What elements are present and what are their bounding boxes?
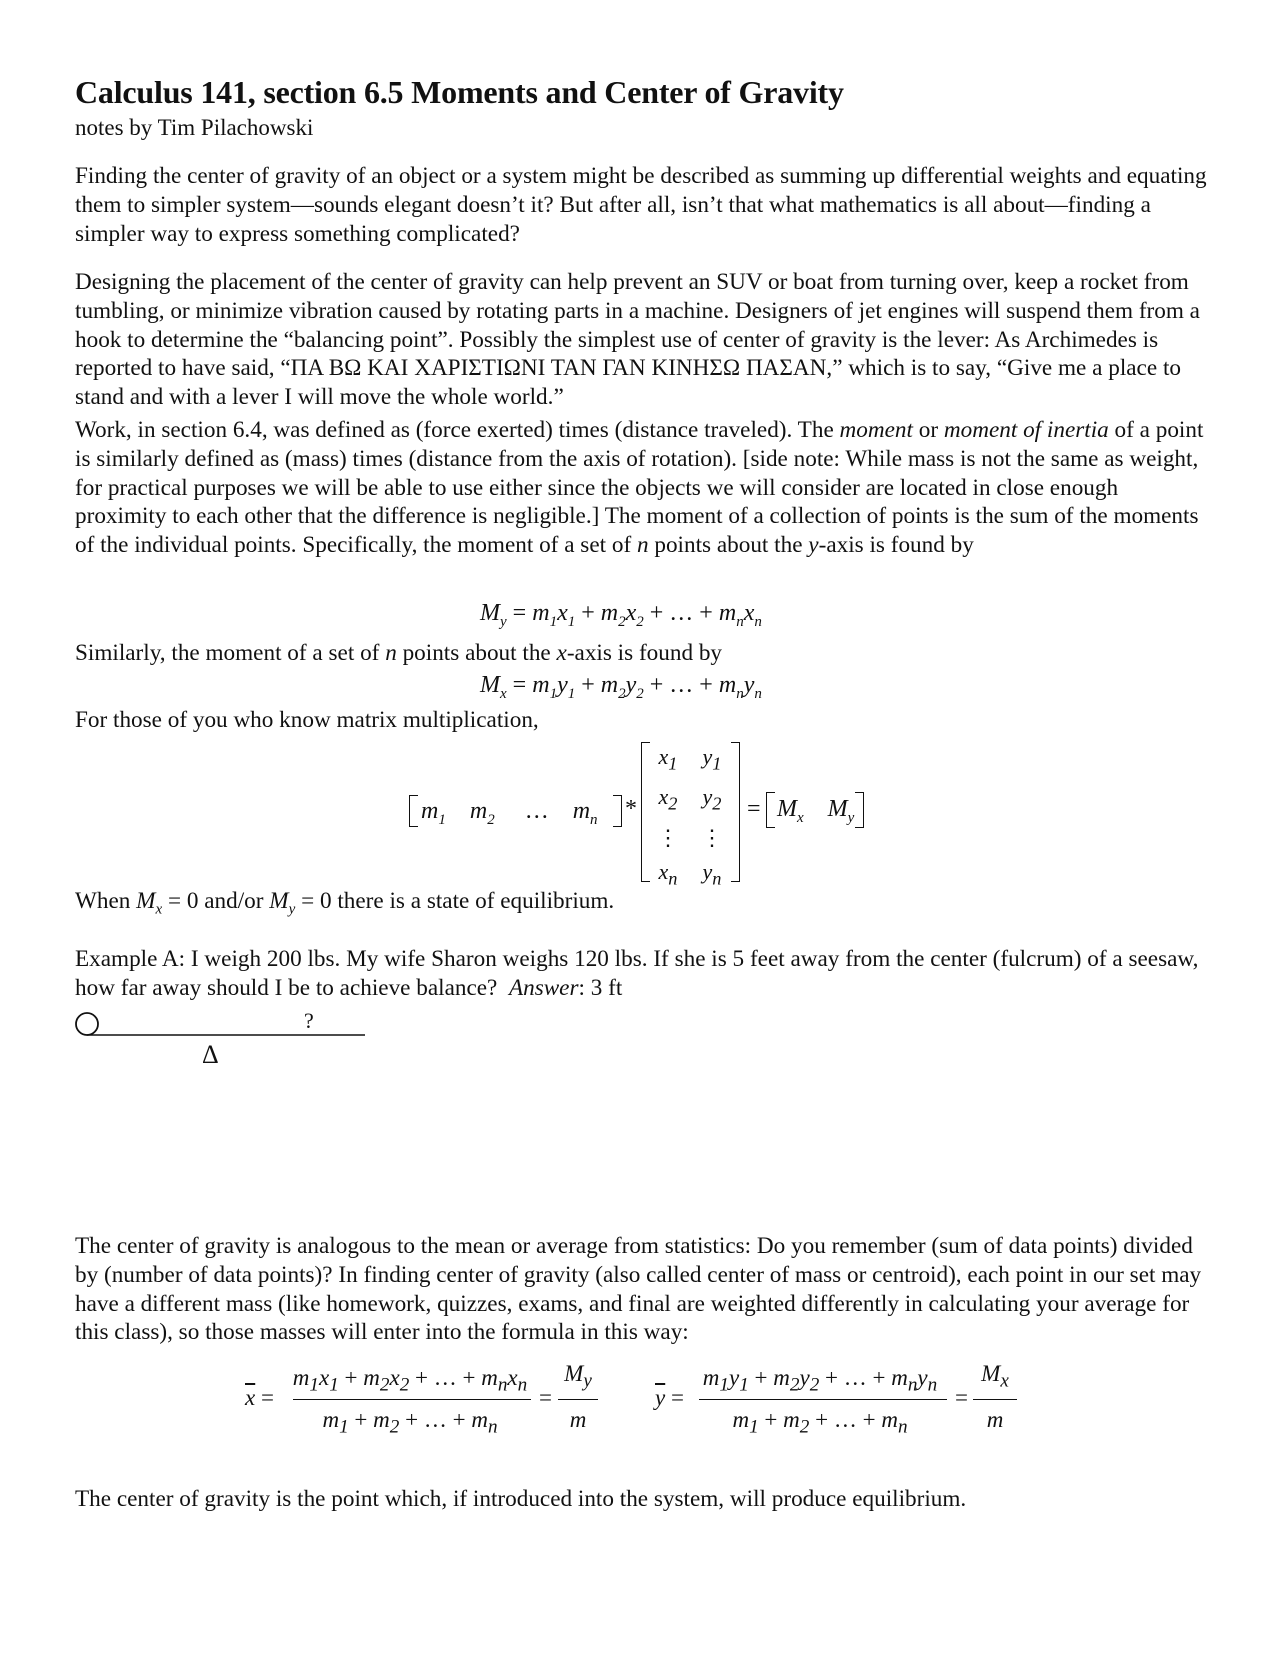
x-bar-fraction-line-2 [558,1399,598,1400]
x-bar-equals: = [539,1385,552,1410]
formula-y-bar [655,1361,1155,1445]
page-title: Calculus 141, section 6.5 Moments and Center of Gravity [75,74,844,110]
y-bar-numerator: $m_1y_1 + m_2y_2$ + … + $m_ny_n$ [702,1365,938,1396]
paragraph-archimedes: Designing the placement of the center of gravity can help prevent an SUV or boat from turning over, keep a rocket from tumbling, or minimize vibration caused by rotating parts in a machine. Designers of jet engines will suspend them from a hook to determine the “balancing point”. Possibly the simplest use of center of gravity is the lever: As Archimedes is reported to have said, “ΠΑ ΒΩ ΚΑΙ ΧΑΡΙΣΤΙΩΝΙ ΤΑΝ ΓΑΝ ΚΙΝΗΣΩ ΠΑΣΑΝ,” which is to say, “Give me a place to stand and with a lever I will move the whole world.” [75,269,1200,411]
equation-moment-y: $M_y = m_1x_1 + m_2x_2$ + … + $m_nx_n$ [480,600,762,630]
y-bar-denominator: $m_1 + m_2$ + … + $m_n$ [732,1407,908,1438]
person-circle [76,1013,98,1035]
column-x: $x_1$ $x_2$ ⋮ $x_n$ [657,744,679,889]
result-right-bracket [855,792,864,828]
multiply-symbol: * [625,796,637,822]
paragraph-conclusion: The center of gravity is the point which, if introduced into the system, will produce equilibrium. [75,1486,967,1512]
paragraph-intro: Finding the center of gravity of an object or a system might be described as summing up differential weights and equating them to simpler system—sounds elegant doesn’t it? But after all, isn’t that what mathematics is all about—finding a simpler way to express something complicated? [75,163,1207,247]
y-bar-fraction-line [699,1399,947,1400]
row-vector-right-bracket [613,795,622,827]
paragraph-moment-definition: Work, in section 6.4, was defined as (force exerted) times (distance traveled). The moment or moment of inertia of a point is similarly defined as (mass) times (distance from the axis of rotation). [side note: While mass is not the same as weight, for practical purposes we will be able to use either since the objects we will consider are located in close enough proximity to each other that the difference is negligible.] The moment of a collection of points is the sum of the moments of the individual points. Specifically, the moment of a set of n points about the y-axis is found by [75,417,1204,559]
paragraph-center-of-gravity: The center of gravity is analogous to the mean or average from statistics: Do you remember (sum of data points) divided by (number of data points)? In finding center of gravity (also called center of mass or centroid), each point in our set may have a different mass (like homework, quizzes, exams, and final are weighted differently in calculating your average for this class), so those masses will enter into the formula in this way: [75,1233,1202,1346]
paragraph-example-a: Example A: I weigh 200 lbs. My wife Sharon weighs 120 lbs. If she is 5 feet away from the center (fulcrum) of a seesaw, how far away should I be to achieve balance? Answer: 3 ft [75,946,1199,1001]
y-bar-m: m [986,1407,1004,1432]
x-bar-m: m [569,1407,587,1432]
row-vector: $m_1$ $m_2$ … $m_n$ [421,798,598,828]
x-bar-symbol: $\overline{x}$ = [245,1385,274,1410]
seesaw-drawing [75,1000,375,1070]
row-vector-left-bracket [409,795,418,827]
seesaw-diagram [75,1000,375,1070]
x-bar-fraction-line [293,1399,531,1400]
matrix-equation [75,740,1210,890]
x-bar-denominator: $m_1 + m_2$ + … + $m_n$ [322,1407,498,1438]
x-bar-my: $M_y$ [564,1361,592,1392]
y-bar-symbol: $\overline{y}$ = [655,1385,684,1410]
equation-moment-x: $M_x = m_1y_1 + m_2y_2$ + … + $m_ny_n$ [480,672,762,702]
paragraph-matrix-intro: For those of you who know matrix multiplication, [75,707,539,733]
paragraph-equilibrium: When $M_x = 0$ and/or $M_y = 0$ there is a state of equilibrium. [75,888,615,918]
column-matrix-right-bracket [731,742,740,882]
result-left-bracket [766,792,775,828]
unknown-distance-label: ? [304,1008,314,1033]
column-y: $y_1$ $y_2$ ⋮ $y_n$ [701,744,723,889]
author-line: notes by Tim Pilachowski [75,115,314,140]
paragraph-moment-x: Similarly, the moment of a set of n points about the x-axis is found by [75,640,723,666]
result-vector: $M_x$ $M_y$ [777,796,855,826]
column-matrix-left-bracket [641,742,650,882]
y-bar-equals: = [955,1385,968,1410]
formula-x-bar [75,1361,675,1445]
y-bar-fraction-line-2 [973,1399,1017,1400]
x-bar-numerator: $m_1x_1 + m_2x_2$ + … + $m_nx_n$ [292,1365,528,1396]
fulcrum-symbol: Δ [202,1040,219,1069]
y-bar-mx: $M_x$ [981,1361,1009,1392]
equals-symbol: = [747,796,761,822]
